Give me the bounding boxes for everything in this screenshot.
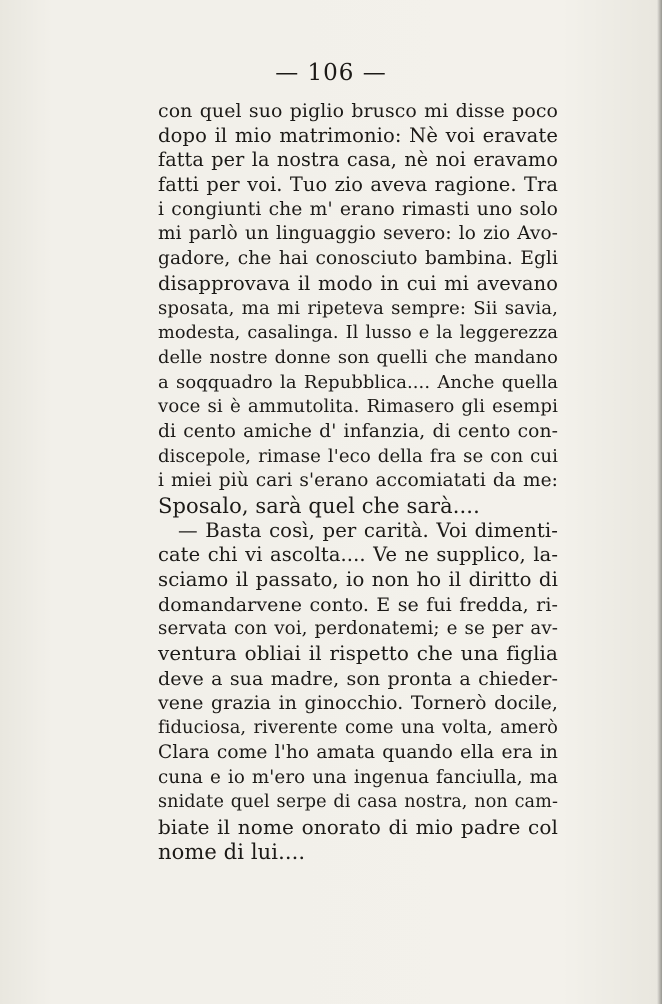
text-line: mi parlò un linguaggio severo: lo zio Avo- bbox=[158, 223, 558, 245]
text-line: sposata, ma mi ripeteva sempre: Sii savia, bbox=[158, 297, 558, 319]
text-line: i miei più cari s'erano accomiatati da me: bbox=[158, 470, 558, 492]
text-line: sciamo il passato, io non ho il diritto di bbox=[158, 568, 558, 592]
text-line: modesta, casalinga. Il lusso e la leggerezza bbox=[158, 323, 558, 344]
text-line: — Basta così, per carità. Voi dimenti- bbox=[178, 518, 558, 542]
text-line: vene grazia in ginocchio. Tornerò docile, bbox=[158, 692, 558, 714]
text-line: ventura obliai il rispetto che una figlia bbox=[158, 642, 558, 666]
text-line: a soqquadro la Repubblica.... Anche quella bbox=[158, 371, 558, 393]
text-line: servata con voi, perdonatemi; e se per av- bbox=[158, 618, 558, 640]
page-number: — 106 — bbox=[275, 60, 387, 86]
text-line: Sposalo, sarà quel che sarà.... bbox=[158, 494, 480, 518]
text-line: fiduciosa, riverente come una volta, amerò bbox=[158, 717, 558, 739]
text-line: disapprovava il modo in cui mi avevano bbox=[158, 271, 558, 295]
text-line: fatta per la nostra casa, nè noi eravamo bbox=[158, 148, 558, 172]
text-line: biate il nome onorato di mio padre col bbox=[158, 814, 558, 839]
text-line: deve a sua madre, son pronta a chieder- bbox=[158, 667, 558, 690]
text-line: cate chi vi ascolta.... Ve ne supplico, la- bbox=[158, 543, 558, 567]
text-line: voce si è ammutolita. Rimasero gli esempi bbox=[158, 396, 558, 418]
body-text bbox=[158, 99, 558, 864]
text-line: dopo il mio matrimonio: Nè voi eravate bbox=[158, 123, 558, 147]
text-line: con quel suo piglio brusco mi disse poco bbox=[158, 100, 558, 122]
text-line: Clara come l'ho amata quando ella era in bbox=[158, 741, 558, 763]
text-line: discepole, rimase l'eco della fra se con cui bbox=[158, 445, 558, 467]
text-line: gadore, che hai conosciuto bambina. Egli bbox=[158, 248, 558, 270]
text-line: domandarvene conto. E se fui fredda, ri- bbox=[158, 593, 558, 616]
text-line: i congiunti che m' erano rimasti uno solo bbox=[158, 198, 558, 220]
text-line: fatti per voi. Tuo zio aveva ragione. Tra bbox=[158, 173, 558, 197]
text-line: cuna e io m'ero una ingenua fanciulla, ma bbox=[158, 766, 558, 788]
text-line: snidate quel serpe di casa nostra, non cam- bbox=[158, 792, 558, 813]
page-edge-shadow bbox=[657, 0, 662, 1004]
text-line: di cento amiche d' infanzia, di cento con- bbox=[158, 420, 558, 442]
text-line: nome di lui.... bbox=[158, 839, 306, 864]
text-line: delle nostre donne son quelli che mandano bbox=[158, 346, 558, 368]
